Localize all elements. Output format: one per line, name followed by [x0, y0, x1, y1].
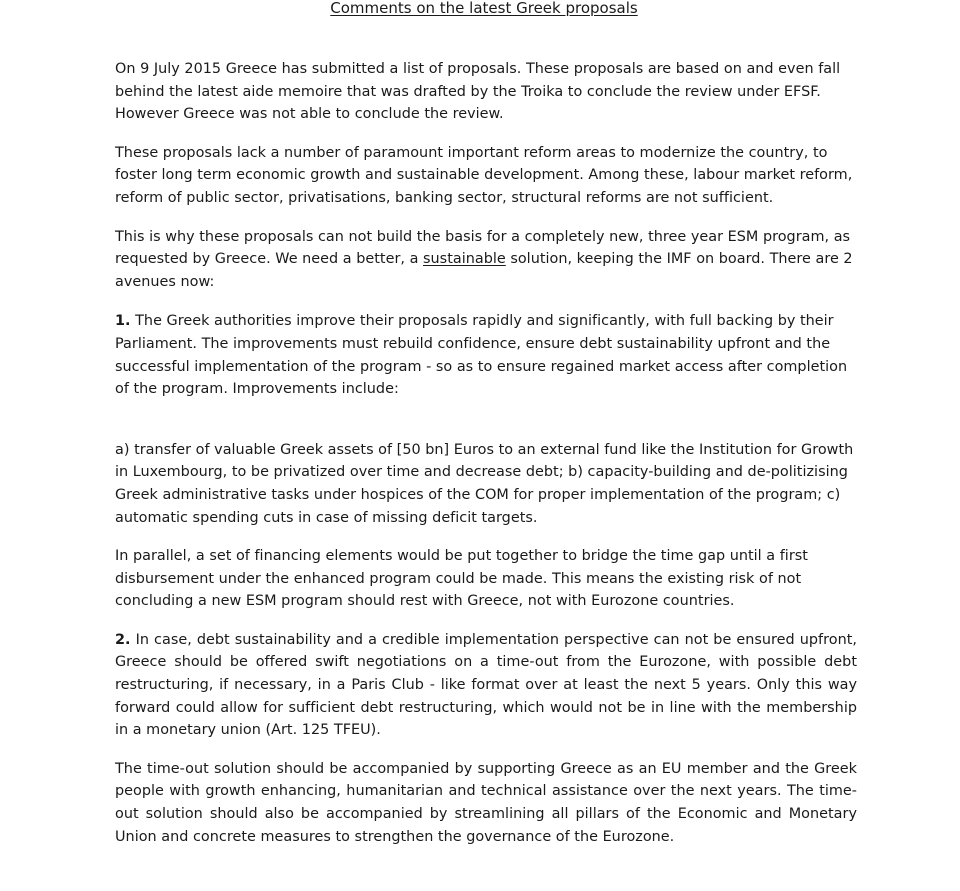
paragraph-submission: On 9 July 2015 Greece has submitted a list of proposals. These proposals are based on and even fall behind the latest aide memoire that was drafted by the Troika to conclude the review under EFSF. However Greece was not able to conclude the review.: [115, 61, 841, 123]
financing-elements-paragraph: In parallel, a set of financing elements would be put together to bridge the time gap until a first disbursement under the enhanced program could be made. This means the existing risk of not concluding a new ESM program should rest with Greece, not with Eurozone countries.: [115, 548, 808, 610]
paragraph-two-avenues: [115, 226, 857, 294]
avenue-two-number: 2.: [115, 631, 131, 648]
avenue-one-paragraph: [115, 310, 857, 400]
document-title: Comments on the latest Greek proposals: [330, 0, 638, 17]
time-out-solution-paragraph: The time-out solution should be accompanied by supporting Greece as an EU member and the Greek people with growth enhancing, humanitarian and technical assistance over the next years. The time-out solution should also be accompanied by streamlining all pillars of the Economic and Monetary Union and concrete measures to strengthen the governance of the Eurozone.: [115, 760, 857, 845]
sustainable-underlined-word: sustainable: [423, 251, 506, 268]
paragraph-two-avenues-text-after: solution, keeping the IMF on board. There are 2 avenues now:: [115, 251, 853, 290]
document-body: [115, 58, 857, 848]
avenue-one-text: The Greek authorities improve their proposals rapidly and significantly, with full backing by their Parliament. The improvements must rebuild confidence, ensure debt sustainability upfront and the successful implementation of the program - so as to ensure regained market access after completion of the program. Improvements include:: [115, 313, 848, 398]
paragraph-two-avenues-text-before: This is why these proposals can not build the basis for a completely new, three year ESM program, as requested by Greece. We need a better, a: [115, 228, 851, 268]
avenue-two-paragraph: [115, 629, 857, 742]
paragraph-missing-reforms: These proposals lack a number of paramount important reform areas to modernize the country, to foster long term economic growth and sustainable development. Among these, labour market reform, reform of public sector, privatisations, banking sector, structural reforms are not sufficient.: [115, 144, 853, 206]
avenue-two-text: In case, debt sustainability and a credible implementation perspective can not be ensured upfront, Greece should be offered swift negotiations on a time-out from the Eurozone, with possible debt restructuring, if necessary, in a Paris Club - like format over at least the next 5 years. Only this way forward could allow for sufficient debt restructuring, which would not be in line with the membership in a monetary union (Art. 125 TFEU).: [115, 631, 857, 739]
avenue-one-number: 1.: [115, 313, 131, 330]
improvements-list-paragraph: a) transfer of valuable Greek assets of [50 bn] Euros to an external fund like the Institution for Growth in Luxembourg, to be privatized over time and decrease debt; b) capacity-building and de-politizising Greek administrative tasks under hospices of the COM for proper implementation of the program; c) automatic spending cuts in case of missing deficit targets.: [115, 441, 854, 526]
